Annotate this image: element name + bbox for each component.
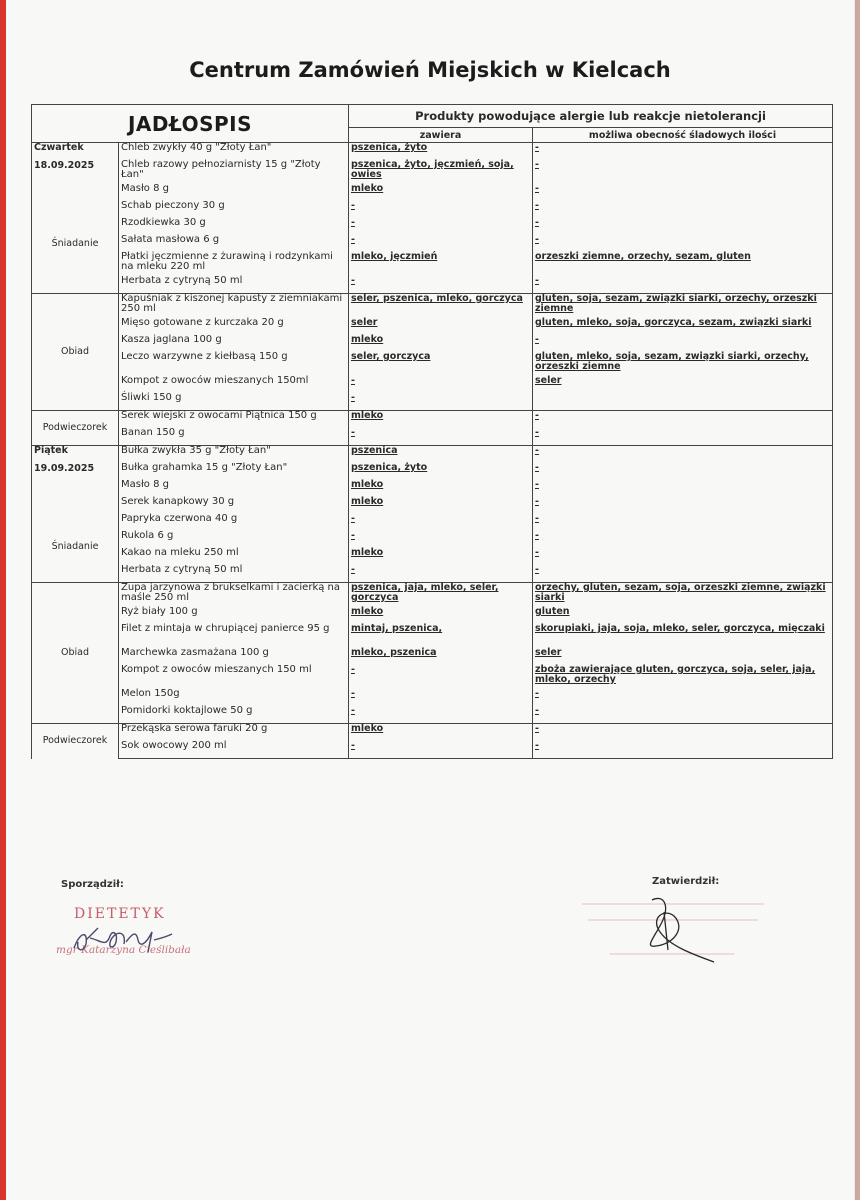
dish-cell: Sałata masłowa 6 g [119,235,349,252]
menu-row [32,706,833,724]
dietitian-signature [66,922,176,958]
menu-row [32,160,833,184]
dish-cell: Banan 150 g [119,428,349,446]
dish-cell: Masło 8 g [119,480,349,497]
traces-cell: - [533,706,833,724]
contains-cell: mleko [349,724,533,742]
day-name: Czwartek [34,142,84,153]
traces-cell: gluten, mleko, soja, sezam, związki siarki, orzechy, orzeszki ziemne [533,352,833,376]
traces-cell: orzeszki ziemne, orzechy, sezam, gluten [533,252,833,276]
traces-cell: gluten, soja, sezam, związki siarki, orzechy, orzeszki ziemne [533,294,833,319]
meal-name: Śniadanie [51,541,99,552]
meal-label-cell [32,143,119,294]
dish-cell: Schab pieczony 30 g [119,201,349,218]
document-page [6,0,854,1200]
traces-cell: - [533,411,833,429]
dish-cell: Masło 8 g [119,184,349,201]
menu-row [32,514,833,531]
contains-cell: mleko [349,411,533,429]
menu-row [32,463,833,480]
dish-cell: Chleb zwykły 40 g "Złoty Łan" [119,143,349,161]
dish-cell: Leczo warzywne z kiełbasą 150 g [119,352,349,376]
dish-cell: Rukola 6 g [119,531,349,548]
traces-cell: skorupiaki, jaja, soja, mleko, seler, gorczyca, mięczaki [533,624,833,648]
traces-cell: - [533,160,833,184]
menu-row [32,583,833,608]
traces-cell: - [533,463,833,480]
meal-name: Obiad [61,647,89,658]
allergens-header: Produkty powodujące alergie lub reakcje nietolerancji [349,105,833,128]
dish-cell: Mięso gotowane z kurczaka 20 g [119,318,349,335]
approver-signature [634,888,724,968]
contains-cell: seler, gorczyca [349,352,533,376]
contains-cell: mleko [349,548,533,565]
dish-cell: Serek wiejski z owocami Piątnica 150 g [119,411,349,429]
contains-cell: - [349,689,533,706]
dish-cell: Ryż biały 100 g [119,607,349,624]
dish-cell: Marchewka zasmażana 100 g [119,648,349,665]
dish-cell: Papryka czerwona 40 g [119,514,349,531]
traces-cell: - [533,276,833,294]
contains-cell: - [349,706,533,724]
traces-cell: seler [533,648,833,665]
contains-cell: - [349,665,533,689]
traces-cell: - [533,497,833,514]
menu-body [32,143,833,759]
menu-row [32,411,833,429]
traces-cell: - [533,335,833,352]
dish-cell: Przekąska serowa faruki 20 g [119,724,349,742]
day-date: 18.09.2025 [34,160,95,171]
dish-cell: Herbata z cytryną 50 ml [119,276,349,294]
menu-header: JADŁOSPIS [32,105,349,143]
menu-row [32,531,833,548]
menu-row [32,624,833,648]
paper-edge-right [855,0,860,1200]
dish-cell: Chleb razowy pełnoziarnisty 15 g "Złoty Łan" [119,160,349,184]
contains-cell: mintaj, pszenica, [349,624,533,648]
menu-row [32,235,833,252]
menu-row [32,184,833,201]
contains-cell: - [349,393,533,411]
dish-cell: Kasza jaglana 100 g [119,335,349,352]
dish-cell: Bułka grahamka 15 g "Złoty Łan" [119,463,349,480]
traces-cell: - [533,201,833,218]
contains-cell: seler, pszenica, mleko, gorczyca [349,294,533,319]
traces-cell: gluten, mleko, soja, gorczyca, sezam, związki siarki [533,318,833,335]
page-title: Centrum Zamówień Miejskich w Kielcach [189,58,671,82]
meal-name: Obiad [61,346,89,357]
meal-name: Śniadanie [51,238,99,249]
menu-row [32,376,833,393]
dish-cell: Śliwki 150 g [119,393,349,411]
menu-table [31,104,833,759]
contains-cell: seler [349,318,533,335]
menu-row [32,648,833,665]
dish-cell: Bułka zwykła 35 g "Złoty Łan" [119,446,349,464]
menu-row [32,294,833,319]
traces-cell: - [533,514,833,531]
traces-cell: - [533,480,833,497]
dish-cell: Serek kanapkowy 30 g [119,497,349,514]
meal-label-cell [32,294,119,411]
traces-header: możliwa obecność śladowych ilości [533,128,833,143]
traces-cell: zboża zawierające gluten, gorczyca, soja, seler, jaja, mleko, orzechy [533,665,833,689]
traces-cell: - [533,689,833,706]
dish-cell: Rzodkiewka 30 g [119,218,349,235]
contains-cell: - [349,376,533,393]
approved-by-label: Zatwierdził: [652,876,720,887]
contains-cell: pszenica, żyto [349,463,533,480]
menu-row [32,480,833,497]
contains-cell: - [349,201,533,218]
contains-cell: - [349,565,533,583]
menu-row [32,565,833,583]
menu-row [32,276,833,294]
dish-cell: Płatki jęczmienne z żurawiną i rodzynkami na mleku 220 ml [119,252,349,276]
dish-cell: Pomidorki koktajlowe 50 g [119,706,349,724]
day-name: Piątek [34,445,68,456]
contains-header: zawiera [349,128,533,143]
meal-label-cell [32,446,119,583]
dish-cell: Filet z mintaja w chrupiącej panierce 95 g [119,624,349,648]
meal-name: Podwieczorek [42,422,108,433]
menu-row [32,665,833,689]
menu-row [32,689,833,706]
menu-row [32,724,833,742]
traces-cell: - [533,143,833,161]
dish-cell: Kompot z owoców mieszanych 150ml [119,376,349,393]
traces-cell: - [533,531,833,548]
contains-cell: - [349,235,533,252]
contains-cell: - [349,428,533,446]
contains-cell: - [349,218,533,235]
contains-cell: - [349,531,533,548]
traces-cell: - [533,235,833,252]
traces-cell: - [533,565,833,583]
dish-cell: Kapuśniak z kiszonej kapusty z ziemniakami 250 ml [119,294,349,319]
contains-cell: mleko [349,607,533,624]
menu-row [32,218,833,235]
traces-cell: - [533,724,833,742]
traces-cell: - [533,548,833,565]
menu-row [32,393,833,411]
traces-cell: - [533,218,833,235]
menu-row [32,607,833,624]
traces-cell: gluten [533,607,833,624]
contains-cell: - [349,741,533,759]
meal-label-cell [32,411,119,446]
contains-cell: mleko [349,184,533,201]
contains-cell: pszenica, jaja, mleko, seler, gorczyca [349,583,533,608]
menu-row [32,741,833,759]
contains-cell: mleko, pszenica [349,648,533,665]
meal-name: Podwieczorek [42,735,108,747]
meal-label-cell [32,724,119,759]
contains-cell: mleko [349,480,533,497]
menu-row [32,446,833,464]
contains-cell: pszenica, żyto, jęczmień, soja, owies [349,160,533,184]
contains-cell: pszenica [349,446,533,464]
menu-row [32,335,833,352]
menu-row [32,352,833,376]
traces-cell: - [533,428,833,446]
contains-cell: pszenica, żyto [349,143,533,161]
prepared-by-label: Sporządził: [61,879,124,890]
menu-row [32,548,833,565]
menu-row [32,252,833,276]
menu-row [32,497,833,514]
menu-row [32,201,833,218]
day-date: 19.09.2025 [34,463,95,474]
contains-cell: mleko [349,497,533,514]
dish-cell: Sok owocowy 200 ml [119,741,349,759]
dietitian-name: mgr Katarzyna Cieślibała [56,944,191,956]
contains-cell: mleko, jęczmień [349,252,533,276]
dish-cell: Kakao na mleku 250 ml [119,548,349,565]
menu-row [32,428,833,446]
contains-cell: - [349,514,533,531]
dish-cell: Zupa jarzynowa z brukselkami i zacierką na maśle 250 ml [119,583,349,608]
menu-row [32,143,833,161]
dish-cell: Kompot z owoców mieszanych 150 ml [119,665,349,689]
traces-cell: - [533,184,833,201]
menu-row [32,318,833,335]
traces-cell: - [533,741,833,759]
traces-cell: seler [533,376,833,393]
dietitian-stamp: DIETETYK [74,906,166,922]
contains-cell: - [349,276,533,294]
dish-cell: Herbata z cytryną 50 ml [119,565,349,583]
contains-cell: mleko [349,335,533,352]
dish-cell: Melon 150g [119,689,349,706]
traces-cell [533,393,833,411]
traces-cell: orzechy, gluten, sezam, soja, orzeszki ziemne, związki siarki [533,583,833,608]
traces-cell: - [533,446,833,464]
meal-label-cell [32,583,119,724]
